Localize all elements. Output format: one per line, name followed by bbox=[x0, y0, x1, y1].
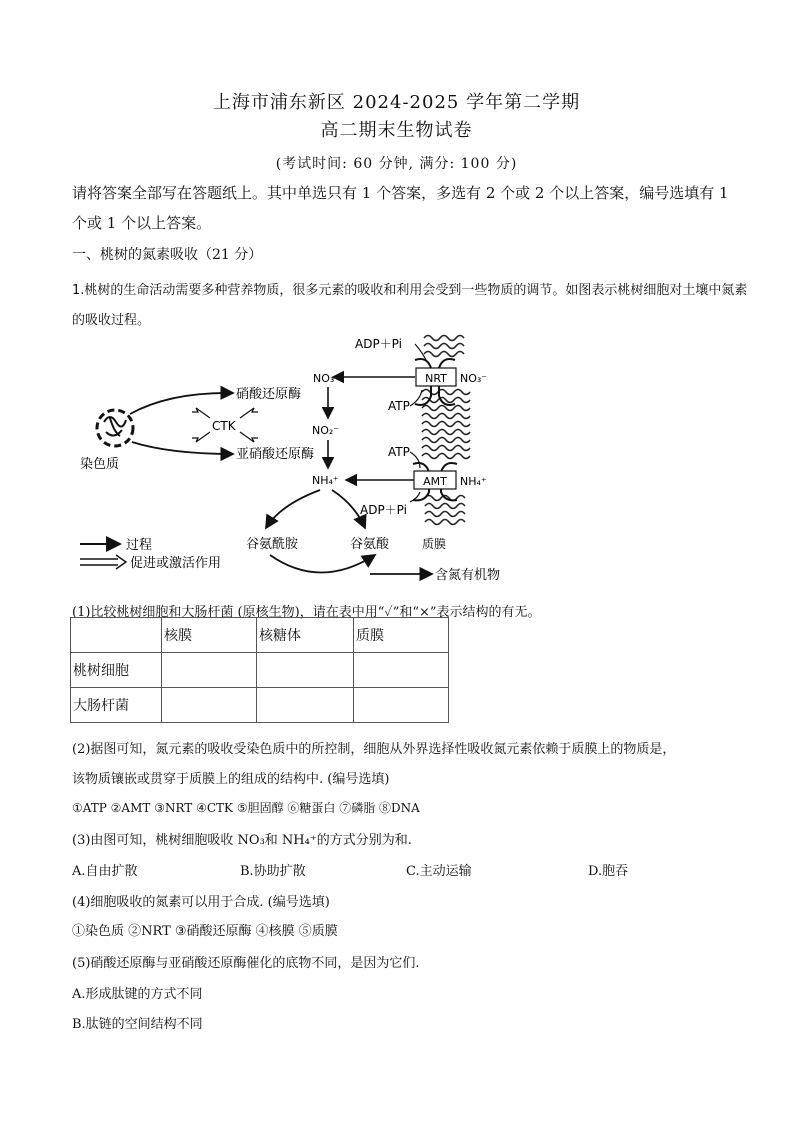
adp-pi-top-label: ADP＋Pi bbox=[355, 337, 402, 351]
answer-cell[interactable] bbox=[257, 653, 354, 688]
table-row-label: 大肠杆菌 bbox=[71, 688, 162, 723]
diagram-legend bbox=[80, 537, 221, 571]
answer-cell[interactable] bbox=[162, 653, 257, 688]
q4-prompt: (4)细胞吸收的氮素可以用于合成. (编号选填) bbox=[72, 895, 330, 910]
q5-option-b[interactable]: B.肽链的空间结构不同 bbox=[72, 1017, 203, 1032]
q5-prompt: (5)硝酸还原酶与亚硝酸还原酶催化的底物不同，是因为它们. bbox=[72, 956, 420, 971]
table-header-row bbox=[71, 618, 449, 653]
table-header-cell: 质膜 bbox=[354, 618, 449, 653]
table-header-cell: 核膜 bbox=[162, 618, 257, 653]
q2-options: ①ATP ②AMT ③NRT ④CTK ⑤胆固醇 ⑥糖蛋白 ⑦磷脂 ⑧DNA bbox=[72, 801, 420, 815]
q3-prompt: (3)由图可知，桃树细胞吸收 NO₃和 NH₄⁺的方式分别为和. bbox=[72, 833, 412, 848]
adp-pi-bottom-label: ADP＋Pi bbox=[360, 503, 407, 517]
ctk-label: CTK bbox=[212, 419, 236, 433]
amt-transporter bbox=[413, 463, 457, 500]
chromatin-label: 染色质 bbox=[80, 457, 120, 472]
nitrate-reductase-label: 硝酸还原酶 bbox=[236, 387, 302, 402]
nitrogen-uptake-diagram bbox=[70, 330, 520, 585]
exam-info: (考试时间: 60 分钟, 满分: 100 分) bbox=[275, 156, 518, 172]
chromatin-icon bbox=[97, 410, 133, 446]
legend-process-label: 过程 bbox=[126, 538, 153, 553]
exam-title-line2: 高二期末生物试卷 bbox=[320, 120, 473, 141]
answer-cell[interactable] bbox=[354, 653, 449, 688]
glutamate-label: 谷氨酸 bbox=[350, 537, 390, 552]
question-intro: 1.桃树的生命活动需要多种营养物质，很多元素的吸收和利用会受到一些物质的调节。如图表示桃树细胞对土壤中氮素的吸收过程。 bbox=[72, 283, 748, 328]
atp-label-1: ATP bbox=[388, 399, 410, 413]
structure-table bbox=[70, 617, 449, 723]
q2-prompt-line1: (2)据图可知，氮元素的吸收受染色质中的所控制，细胞从外界选择性吸收氮元素依赖于质膜上的物质是， bbox=[72, 742, 676, 757]
instructions: 请将答案全部写在答题纸上。其中单选只有 1 个答案，多选有 2 个或 2 个以上答案，编号选填有 1 个或 1 个以上答案。 bbox=[72, 184, 729, 232]
glutamine-label: 谷氨酰胺 bbox=[246, 537, 299, 552]
nrt-label: NRT bbox=[425, 372, 447, 385]
section-heading: 一、桃树的氮素吸收（21 分） bbox=[72, 247, 263, 263]
atp-label-2: ATP bbox=[388, 445, 410, 459]
table-row bbox=[71, 653, 449, 688]
n-organic-label: 含氮有机物 bbox=[435, 568, 501, 583]
amt-label: AMT bbox=[423, 475, 447, 488]
no2-label: NO₂⁻ bbox=[312, 424, 340, 437]
q3-option-b[interactable]: B.协助扩散 bbox=[240, 864, 306, 879]
q4-options: ①染色质 ②NRT ③硝酸还原酶 ④核膜 ⑤质膜 bbox=[72, 924, 338, 939]
table-row bbox=[71, 688, 449, 723]
q1-prompt: (1)比较桃树细胞和大肠杆菌 (原核生物)，请在表中用“✓”和“×”表示结构的有无。 bbox=[72, 605, 541, 620]
q3-option-c[interactable]: C.主动运输 bbox=[406, 864, 472, 879]
nh4-inside-label: NH₄⁺ bbox=[312, 474, 339, 487]
table-header-cell: 核糖体 bbox=[257, 618, 354, 653]
nitrite-reductase-label: 亚硝酸还原酶 bbox=[236, 447, 315, 462]
membrane-label: 质膜 bbox=[422, 537, 447, 551]
nrt-transporter bbox=[415, 359, 456, 405]
answer-cell[interactable] bbox=[257, 688, 354, 723]
nh4-outside-label: NH₄⁺ bbox=[460, 475, 487, 488]
table-row-label: 桃树细胞 bbox=[71, 653, 162, 688]
exam-title-line1: 上海市浦东新区 2024-2025 学年第二学期 bbox=[212, 92, 581, 113]
q5-option-a[interactable]: A.形成肽键的方式不同 bbox=[72, 987, 203, 1002]
q3-option-d[interactable]: D.胞吞 bbox=[588, 864, 629, 879]
q3-option-a[interactable]: A.自由扩散 bbox=[72, 864, 138, 879]
legend-promote-label: 促进或激活作用 bbox=[130, 556, 222, 571]
table-header-cell bbox=[71, 618, 162, 653]
q2-prompt-line2: 该物质镶嵌或贯穿于质膜上的组成的结构中. (编号选填) bbox=[72, 772, 390, 787]
no3-inside-label: NO₃⁻ bbox=[313, 372, 341, 385]
no3-outside-label: NO₃⁻ bbox=[460, 372, 488, 385]
answer-cell[interactable] bbox=[162, 688, 257, 723]
answer-cell[interactable] bbox=[354, 688, 449, 723]
